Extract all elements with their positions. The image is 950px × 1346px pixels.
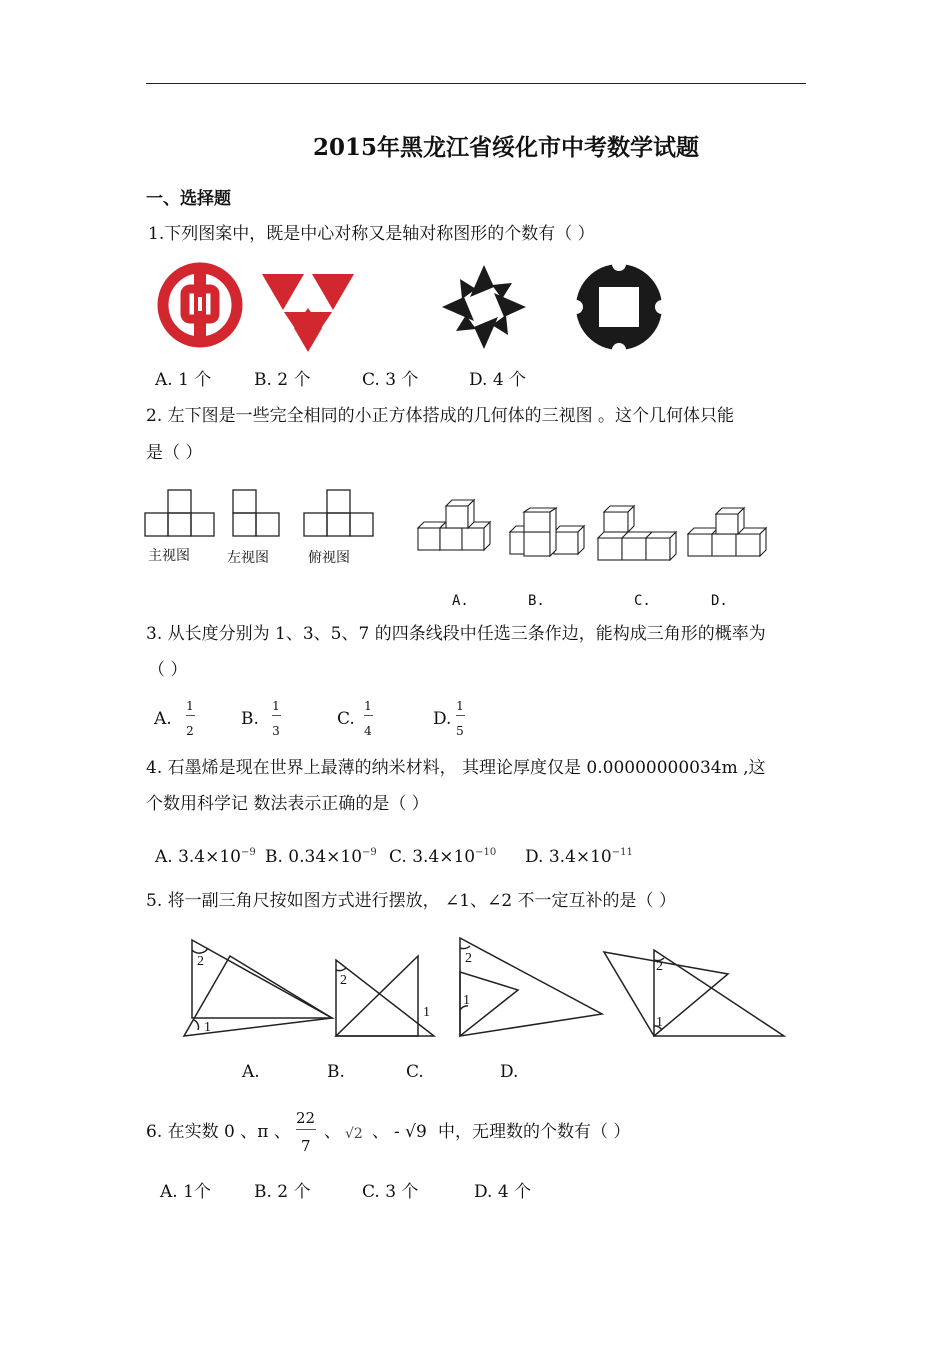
q2-cube-stack-a [416,496,496,554]
q5-b-angle-2-label: 2 [340,973,347,988]
q5-d-angle-2-label: 2 [656,959,663,974]
q4-option-d-exponent: −11 [611,847,633,858]
q1-option-a: A. 1 个 [155,370,212,390]
q4-option-a-exponent: −9 [241,847,256,858]
q4-option-a-base: A. 3.4×10 [155,847,241,867]
q5-figure-a [180,938,340,1042]
q2-option-a: A. [452,593,469,609]
q4-option-c-exponent: −10 [475,847,497,858]
q4-option-b-exponent: −9 [362,847,377,858]
q4-option-d [525,843,633,867]
q2-option-b: B. [528,593,545,609]
q4-text-line2: 个数用科学记 数法表示正确的是（ ） [146,794,429,814]
q2-option-c: C. [634,593,651,609]
q3-option-a-denominator: 2 [186,724,194,738]
q6-fraction-bar [296,1129,316,1130]
q6-text-end: 中，无理数的个数有（ ） [438,1122,631,1142]
q6-neg-sqrt-9: - √9 [394,1122,427,1142]
q6-option-b: B. 2 个 [254,1182,311,1202]
q3-option-b-numerator: 1 [272,699,280,713]
q3-option-c-label: C. [337,709,355,729]
q6-sqrt-2: √2 [345,1126,363,1142]
q3-option-a-fraction-bar [186,715,195,716]
q2-cube-stack-d [686,506,768,560]
q5-a-angle-1-label: 1 [204,1020,211,1035]
q2-option-d: D. [711,593,728,609]
q3-option-d-fraction-bar [456,715,465,716]
three-diamond-logo-icon [262,270,354,354]
q5-figure-c [454,934,606,1040]
q2-top-view-label: 俯视图 [308,550,350,566]
q4-option-a [155,843,256,867]
q3-option-b-denominator: 3 [272,724,280,738]
q6-fraction-numerator: 22 [296,1109,316,1127]
q6-option-d: D. 4 个 [474,1182,532,1202]
q4-option-d-base: D. 3.4×10 [525,847,612,867]
pinwheel-star-logo-icon [440,263,528,351]
q3-text-line2: （ ） [148,660,188,680]
section-heading: 一、选择题 [146,189,231,209]
q3-text-line1: 3. 从长度分别为 1、3、5、7 的四条线段中任选三条作边，能构成三角形的概率为 [146,624,766,644]
q2-side-view-label: 左视图 [227,550,269,566]
q3-option-a-label: A. [154,709,172,729]
page-title: 2015年黑龙江省绥化市中考数学试题 [312,134,699,161]
q2-text-line1: 2. 左下图是一些完全相同的小正方体搭成的几何体的三视图 。这个几何体只能 [146,406,735,426]
q2-cube-stack-c [596,504,678,562]
q5-option-b: B. [327,1062,345,1082]
q3-option-d-numerator: 1 [456,699,464,713]
q3-option-d-denominator: 5 [456,724,464,738]
q5-c-angle-2-label: 2 [465,951,472,966]
bank-logo-icon [156,261,244,349]
q5-figure-b [332,954,436,1040]
q4-option-c-base: C. 3.4×10 [389,847,476,867]
q6-option-a: A. 1个 [160,1182,211,1202]
q6-separator-1: 、 [324,1122,341,1142]
q5-c-angle-1-label: 1 [463,993,470,1008]
square-hole-coin-icon [574,262,664,352]
q1-option-c: C. 3 个 [362,370,419,390]
q2-three-views-figure [144,488,378,542]
q3-option-b-label: B. [241,709,259,729]
q3-option-c-fraction-bar [364,715,373,716]
q5-figure-d [600,944,788,1040]
q6-separator-2: 、 [372,1122,389,1142]
q4-option-b [265,843,377,867]
q1-option-d: D. 4 个 [469,370,527,390]
q5-text: 5. 将一副三角尺按如图方式进行摆放， ∠1、∠2 不一定互补的是（ ） [146,891,676,911]
q5-option-d: D. [500,1062,519,1082]
header-rule [146,83,806,84]
q3-option-a-numerator: 1 [186,699,194,713]
q1-text: 1.下列图案中，既是中心对称又是轴对称图形的个数有（ ） [148,224,595,244]
q4-text-line1: 4. 石墨烯是现在世界上最薄的纳米材料， 其理论厚度仅是 0.00000000034m ,这 [146,758,766,778]
q5-d-angle-1-label: 1 [656,1015,663,1030]
q3-option-c-denominator: 4 [364,724,372,738]
q2-cube-stack-b [506,508,588,558]
q6-option-c: C. 3 个 [362,1182,419,1202]
q5-option-c: C. [406,1062,424,1082]
q4-option-b-base: B. 0.34×10 [265,847,363,867]
q3-option-b-fraction-bar [272,715,281,716]
q3-option-c-numerator: 1 [364,699,372,713]
q4-option-c [389,843,496,867]
q6-text-start: 6. 在实数 0 、π 、 [146,1122,291,1142]
q5-b-angle-1-label: 1 [423,1005,430,1020]
q5-option-a: A. [242,1062,260,1082]
q1-option-b: B. 2 个 [254,370,311,390]
q6-fraction-denominator: 7 [301,1137,311,1155]
q2-text-line2: 是（ ） [146,443,203,463]
q2-front-view-label: 主视图 [148,548,190,564]
q3-option-d-label: D. [433,709,452,729]
q5-a-angle-2-label: 2 [197,954,204,969]
